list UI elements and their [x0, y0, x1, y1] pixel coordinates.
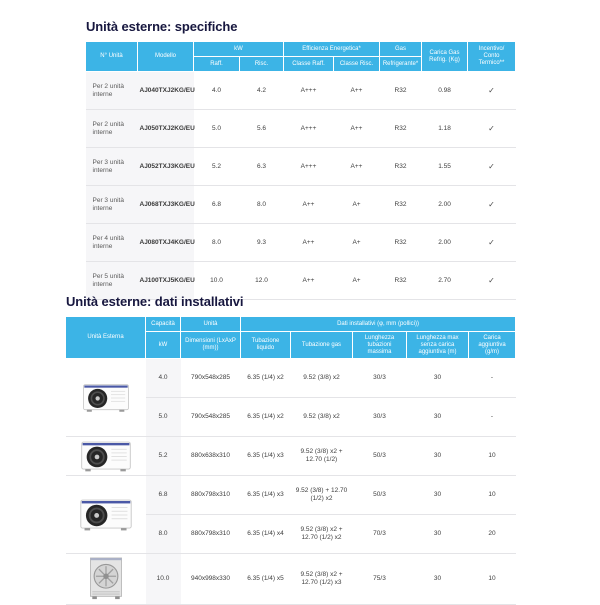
spec-cell-kw-cooling: 6.8 — [194, 186, 240, 224]
spec-cell-gas-charge: 2.70 — [422, 262, 468, 300]
install-cell-dimensions: 880x638x310 — [181, 437, 241, 476]
install-cell-gas-pipe: 9.52 (3/8) x2 + 12.70 (1/2) — [291, 437, 353, 476]
install-cell-gas-pipe: 9.52 (3/8) x2 — [291, 398, 353, 437]
install-cell-dimensions: 880x798x310 — [181, 476, 241, 515]
install-cell-max-length-no-charge: 30 — [407, 437, 469, 476]
spec-cell-incentive-check: ✓ — [468, 110, 516, 148]
spec-cell-unit-count: Per 2 unità interne — [86, 110, 138, 148]
col-header-incentive: Incentivo/ Conto Termico** — [468, 42, 516, 72]
install-cell-liquid-pipe: 6.35 (1/4) x2 — [241, 359, 291, 398]
spec-cell-unit-count: Per 4 unità interne — [86, 224, 138, 262]
col-header-capacity-group: Capacità — [146, 317, 181, 332]
outdoor-unit-image — [68, 439, 144, 474]
install-cell-max-length-no-charge: 30 — [407, 476, 469, 515]
spec-cell-refrigerant: R32 — [380, 224, 422, 262]
spec-cell-class-heating: A+ — [334, 186, 380, 224]
spec-cell-class-cooling: A++ — [284, 224, 334, 262]
spec-cell-refrigerant: R32 — [380, 110, 422, 148]
install-cell-extra-charge: - — [469, 359, 516, 398]
col-header-extra-charge: Carica aggiuntiva (g/m) — [469, 332, 516, 359]
col-header-gas-pipe: Tubazione gas — [291, 332, 353, 359]
col-header-liquid-pipe: Tubazione liquido — [241, 332, 291, 359]
section-install — [65, 294, 515, 605]
install-header-group-row — [66, 317, 516, 332]
spec-cell-unit-count: Per 3 unità interne — [86, 148, 138, 186]
spec-cell-kw-heating: 12.0 — [240, 262, 284, 300]
col-header-refrigerant: Refrigerante* — [380, 57, 422, 72]
install-table-row — [66, 554, 516, 605]
install-cell-kw: 6.8 — [146, 476, 181, 515]
spec-table-row — [86, 110, 516, 148]
spec-cell-model: AJ040TXJ2KG/EU — [138, 72, 194, 110]
spec-cell-class-cooling: A++ — [284, 186, 334, 224]
install-cell-liquid-pipe: 6.35 (1/4) x5 — [241, 554, 291, 605]
spec-cell-incentive-check: ✓ — [468, 148, 516, 186]
section-specs — [85, 19, 515, 300]
spec-cell-kw-cooling: 10.0 — [194, 262, 240, 300]
spec-cell-incentive-check: ✓ — [468, 224, 516, 262]
outdoor-unit-photo-cell — [66, 437, 146, 476]
install-cell-gas-pipe: 9.52 (3/8) + 12.70 (1/2) x2 — [291, 476, 353, 515]
spec-cell-class-cooling: A+++ — [284, 148, 334, 186]
col-header-max-pipe-length: Lunghezza tubazioni massima — [353, 332, 407, 359]
install-cell-max-length-no-charge: 30 — [407, 359, 469, 398]
spec-cell-gas-charge: 0.98 — [422, 72, 468, 110]
col-header-kw: kW — [146, 332, 181, 359]
install-cell-kw: 5.0 — [146, 398, 181, 437]
spec-cell-kw-heating: 9.3 — [240, 224, 284, 262]
install-cell-liquid-pipe: 6.35 (1/4) x3 — [241, 437, 291, 476]
install-cell-max-pipe-length: 50/3 — [353, 437, 407, 476]
col-header-gas-charge: Carica Gas Refrig. (Kg) — [422, 42, 468, 72]
install-table-row — [66, 359, 516, 398]
outdoor-unit-image — [68, 382, 144, 414]
outdoor-unit-photo-cell — [66, 554, 146, 605]
col-header-class-heating: Classe Risc. — [334, 57, 380, 72]
spec-cell-class-cooling: A+++ — [284, 72, 334, 110]
col-header-efficiency-group: Efficienza Energetica* — [284, 42, 380, 57]
spec-cell-class-cooling: A++ — [284, 262, 334, 300]
install-cell-extra-charge: 10 — [469, 437, 516, 476]
spec-cell-kw-heating: 8.0 — [240, 186, 284, 224]
spec-header-group-row — [86, 42, 516, 57]
spec-cell-unit-count: Per 2 unità interne — [86, 72, 138, 110]
install-cell-max-pipe-length: 30/3 — [353, 359, 407, 398]
install-cell-kw: 8.0 — [146, 515, 181, 554]
install-cell-gas-pipe: 9.52 (3/8) x2 + 12.70 (1/2) x3 — [291, 554, 353, 605]
outdoor-unit-image — [68, 555, 144, 603]
spec-cell-gas-charge: 2.00 — [422, 186, 468, 224]
install-table-body — [66, 359, 516, 605]
spec-cell-refrigerant: R32 — [380, 148, 422, 186]
install-cell-max-length-no-charge: 30 — [407, 398, 469, 437]
spec-cell-unit-count: Per 5 unità interne — [86, 262, 138, 300]
spec-cell-class-heating: A++ — [334, 110, 380, 148]
spec-cell-gas-charge: 1.18 — [422, 110, 468, 148]
spec-cell-kw-cooling: 8.0 — [194, 224, 240, 262]
spec-cell-class-heating: A++ — [334, 72, 380, 110]
spec-table-body — [86, 72, 516, 300]
spec-table-row — [86, 186, 516, 224]
install-cell-kw: 10.0 — [146, 554, 181, 605]
col-header-kw-cooling: Raff. — [194, 57, 240, 72]
install-cell-max-pipe-length: 70/3 — [353, 515, 407, 554]
install-cell-kw: 4.0 — [146, 359, 181, 398]
spec-cell-class-heating: A++ — [334, 148, 380, 186]
spec-cell-kw-cooling: 5.0 — [194, 110, 240, 148]
spec-cell-class-heating: A+ — [334, 224, 380, 262]
install-table-row — [66, 476, 516, 515]
install-cell-dimensions: 880x798x310 — [181, 515, 241, 554]
install-table-row — [66, 437, 516, 476]
spec-cell-refrigerant: R32 — [380, 72, 422, 110]
spec-cell-incentive-check: ✓ — [468, 262, 516, 300]
install-title: Unità esterne: dati installativi — [66, 294, 244, 309]
spec-cell-incentive-check: ✓ — [468, 186, 516, 224]
install-cell-max-pipe-length: 50/3 — [353, 476, 407, 515]
spec-cell-kw-cooling: 4.0 — [194, 72, 240, 110]
spec-cell-gas-charge: 2.00 — [422, 224, 468, 262]
install-cell-dimensions: 940x998x330 — [181, 554, 241, 605]
spec-table-row — [86, 148, 516, 186]
col-header-dimensions: Dimensioni (LxAxP (mm)) — [181, 332, 241, 359]
install-cell-extra-charge: 20 — [469, 515, 516, 554]
install-cell-max-pipe-length: 30/3 — [353, 398, 407, 437]
install-cell-extra-charge: 10 — [469, 554, 516, 605]
spec-cell-model: AJ068TXJ3KG/EU — [138, 186, 194, 224]
col-header-class-cooling: Classe Raff. — [284, 57, 334, 72]
col-header-outdoor-unit: Unità Esterna — [66, 317, 146, 359]
spec-cell-kw-heating: 5.6 — [240, 110, 284, 148]
install-cell-liquid-pipe: 6.35 (1/4) x4 — [241, 515, 291, 554]
col-header-kw-group: kW — [194, 42, 284, 57]
col-header-gas-group: Gas — [380, 42, 422, 57]
spec-cell-model: AJ052TXJ3KG/EU — [138, 148, 194, 186]
col-header-max-length-no-charge: Lunghezza max senza carica aggiuntiva (m) — [407, 332, 469, 359]
outdoor-unit-photo-cell — [66, 476, 146, 554]
specs-title: Unità esterne: specifiche — [86, 19, 238, 34]
spec-cell-kw-heating: 4.2 — [240, 72, 284, 110]
spec-cell-model: AJ100TXJ5KG/EU — [138, 262, 194, 300]
spec-cell-kw-heating: 6.3 — [240, 148, 284, 186]
install-table — [65, 316, 516, 605]
spec-cell-kw-cooling: 5.2 — [194, 148, 240, 186]
spec-cell-refrigerant: R32 — [380, 262, 422, 300]
install-cell-kw: 5.2 — [146, 437, 181, 476]
spec-cell-model: AJ080TXJ4KG/EU — [138, 224, 194, 262]
outdoor-unit-image — [68, 495, 144, 535]
install-cell-extra-charge: - — [469, 398, 516, 437]
install-cell-liquid-pipe: 6.35 (1/4) x3 — [241, 476, 291, 515]
col-header-model: Modello — [138, 42, 194, 72]
install-cell-extra-charge: 10 — [469, 476, 516, 515]
install-cell-gas-pipe: 9.52 (3/8) x2 + 12.70 (1/2) x2 — [291, 515, 353, 554]
spec-cell-gas-charge: 1.55 — [422, 148, 468, 186]
col-header-install-group: Dati installativi (φ, mm (pollici)) — [241, 317, 516, 332]
install-cell-liquid-pipe: 6.35 (1/4) x2 — [241, 398, 291, 437]
col-header-kw-heating: Risc. — [240, 57, 284, 72]
spec-cell-model: AJ050TXJ2KG/EU — [138, 110, 194, 148]
install-cell-max-length-no-charge: 30 — [407, 554, 469, 605]
spec-cell-unit-count: Per 3 unità interne — [86, 186, 138, 224]
spec-cell-class-heating: A+ — [334, 262, 380, 300]
spec-cell-refrigerant: R32 — [380, 186, 422, 224]
spec-table — [85, 41, 516, 300]
spec-cell-incentive-check: ✓ — [468, 72, 516, 110]
spec-table-row — [86, 224, 516, 262]
install-cell-dimensions: 790x548x285 — [181, 398, 241, 437]
install-cell-gas-pipe: 9.52 (3/8) x2 — [291, 359, 353, 398]
col-header-unit-group: Unità — [181, 317, 241, 332]
outdoor-unit-photo-cell — [66, 359, 146, 437]
install-cell-max-length-no-charge: 30 — [407, 515, 469, 554]
install-cell-max-pipe-length: 75/3 — [353, 554, 407, 605]
install-cell-dimensions: 790x548x285 — [181, 359, 241, 398]
col-header-unit-count: N° Unità — [86, 42, 138, 72]
spec-cell-class-cooling: A+++ — [284, 110, 334, 148]
spec-table-row — [86, 72, 516, 110]
